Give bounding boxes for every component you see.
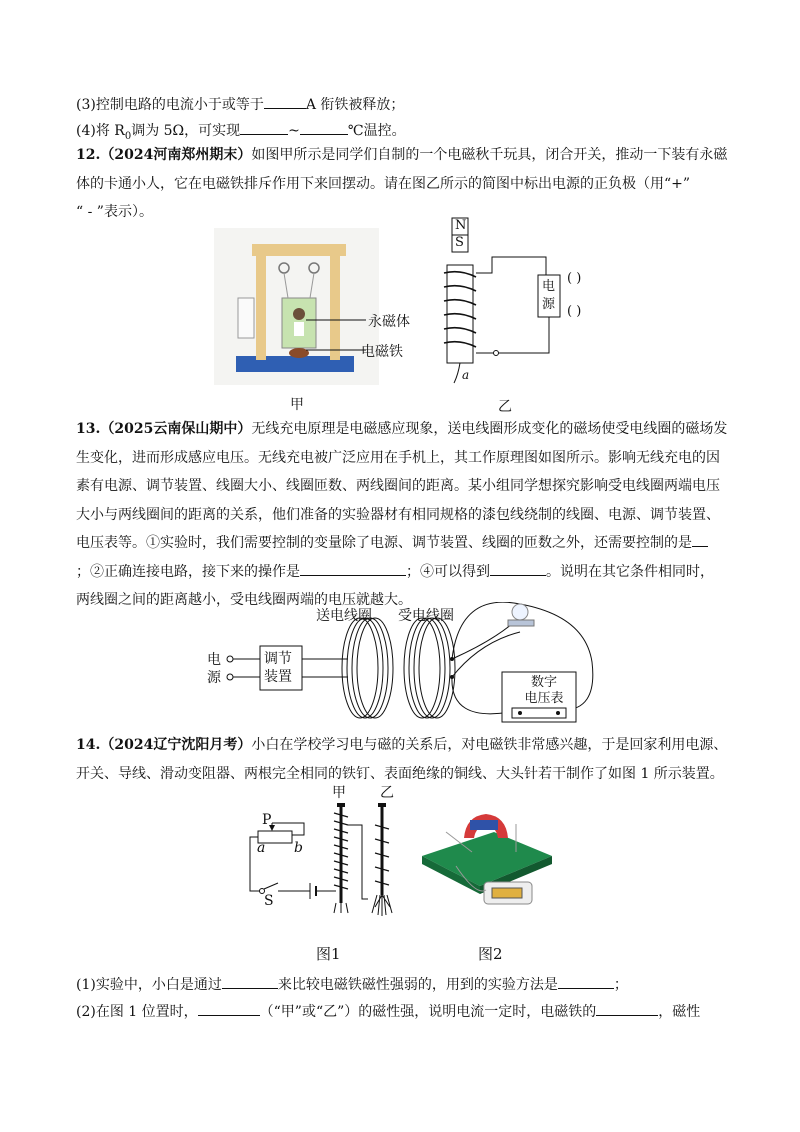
polarity-bracket-bottom[interactable]: ( ) — [567, 304, 582, 319]
q14-sub2: (2)在图 1 位置时， （“甲”或“乙”）的磁性强，说明电流一定时，电磁铁的 ，磁性 — [76, 1001, 700, 1022]
label-end-b: b — [294, 840, 303, 856]
answer-blank[interactable] — [300, 120, 348, 135]
polarity-bracket-top[interactable]: ( ) — [567, 271, 582, 286]
caption-yi: 乙 — [498, 399, 512, 415]
label-slider-p: P — [262, 812, 272, 828]
label-adjust-device: 调节 装置 — [264, 651, 292, 685]
label-electromagnet: 电磁铁 — [361, 344, 403, 360]
answer-blank[interactable] — [264, 94, 306, 109]
label-yi-nail: 乙 — [380, 785, 394, 801]
q14-sub1: (1)实验中，小白是通过 来比较电磁铁磁性强弱的，用到的实验方法是 ； — [76, 974, 628, 995]
q11-item4: (4)将 $R_0$调为 5Ω，可实现 ~ ℃温控。 — [76, 120, 406, 147]
q14-text: 14.（2024辽宁沈阳月考）小白在学校学习电与磁的关系后，对电磁铁非常感兴趣，于是回家利用电源、 开关、导线、滑动变阻器、两根完全相同的铁钉、表面绝缘的铜线、大头针若干制作了如图 1 所示装置。 — [76, 737, 728, 782]
s-pole-label: S — [455, 235, 464, 250]
answer-blank[interactable] — [198, 1001, 260, 1016]
label-permanent-magnet: 永磁体 — [368, 314, 410, 330]
label-jia-nail: 甲 — [332, 785, 346, 801]
answer-blank[interactable] — [692, 532, 708, 547]
answer-blank[interactable] — [222, 974, 278, 989]
swing-toy-photo — [214, 228, 379, 385]
horseshoe-magnet-photo — [416, 786, 558, 932]
answer-blank[interactable] — [558, 974, 614, 989]
caption-fig2: 图2 — [478, 945, 503, 963]
power-source-label: 电 源 — [542, 279, 556, 312]
q12-text: 12.（2024河南郑州期末）如图甲所示是同学们自制的一个电磁秋千玩具，闭合开关，推动一下装有永磁 体的卡通小人，它在电磁铁排斥作用下来回摆动。请在图乙所示的简图中标出电源的正负极（用“+” “ - ”表示）。 — [76, 147, 728, 220]
q13-text: 13.（2025云南保山期中）无线充电原理是电磁感应现象，送电线圈形成变化的磁场使受电线圈的磁场发 生变化，进而形成感应电压。无线充电被广泛应用在手机上，其工作原理图如图所示。影响无线充电的因 素有电源、调节装置、线圈大小、线圈匝数、两线圈间的距离。某小组同学想探究影响受电线圈两端电压 大小与两线圈间的距离的关系，他们准备的实验器材有相同规格的漆包线绕制的线圈、电源、调节装置、 电压表等。①实验时，我们需要控制的变量除了电源、调节装置、线圈的匝数之外，还需要控制的是 ；②正确连接电路，接下来的操作是 ；④可以得到 。说明在其它条件相同时， 两线圈之间的距离越小，受电线圈两端的电压就越大。 — [76, 421, 728, 608]
label-send-coil: 送电线圈 — [316, 608, 372, 624]
caption-jia: 甲 — [290, 397, 304, 413]
point-a-label: a — [462, 368, 470, 382]
q11-item3: (3)控制电路的电流小于或等于 A 衔铁被释放； — [76, 94, 404, 115]
answer-blank[interactable] — [240, 120, 288, 135]
label-digital-voltmeter: 数字 电压表 — [524, 675, 564, 706]
label-switch-s: S — [264, 893, 274, 909]
answer-blank[interactable] — [490, 561, 546, 576]
answer-blank[interactable] — [300, 561, 406, 576]
answer-blank[interactable] — [596, 1001, 658, 1016]
label-power-source: 电 源 — [207, 652, 221, 686]
label-end-a: a — [257, 840, 266, 856]
caption-fig1: 图1 — [316, 945, 341, 963]
label-receive-coil: 受电线圈 — [398, 608, 454, 624]
n-pole-label: N — [455, 218, 467, 233]
